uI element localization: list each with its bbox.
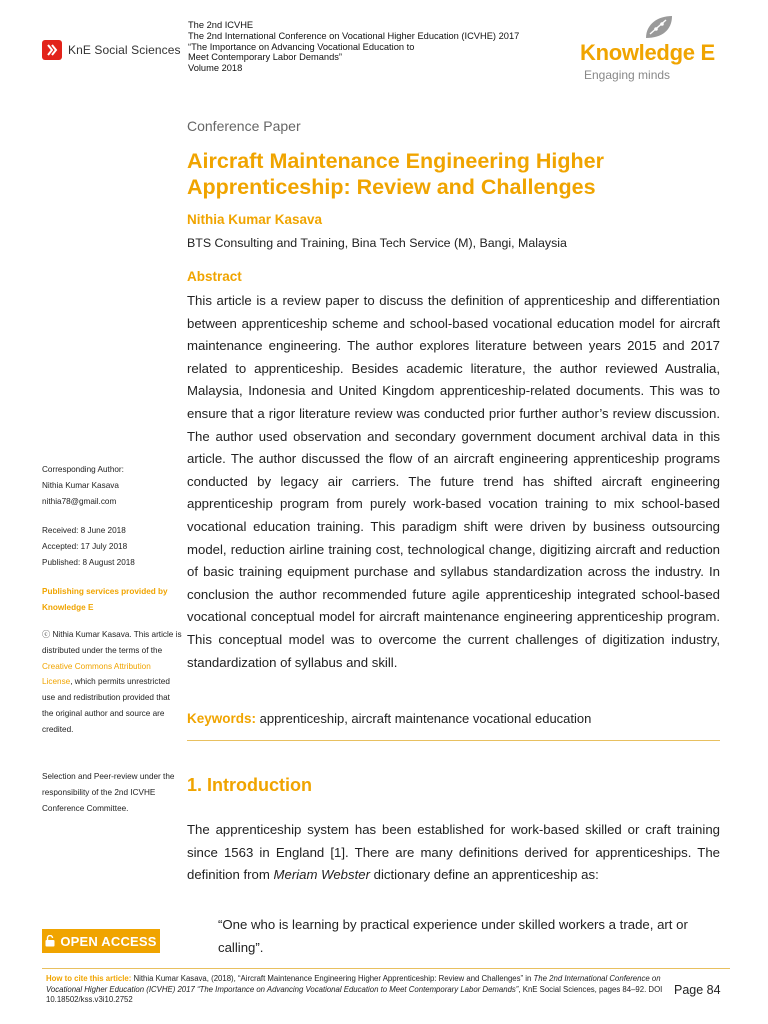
author-affiliation: BTS Consulting and Training, Bina Tech Service (M), Bangi, Malaysia xyxy=(187,236,567,250)
leaf-icon xyxy=(642,14,674,40)
conference-line: “The Importance on Advancing Vocational Education to xyxy=(188,41,415,52)
paper-title: Aircraft Maintenance Engineering Higher Apprenticeship: Review and Challenges xyxy=(187,149,604,199)
published-date: Published: 8 August 2018 xyxy=(42,557,135,567)
kne-logo-icon xyxy=(42,40,62,60)
conference-line: The 2nd ICVHE xyxy=(188,20,254,30)
intro-text: The apprenticeship system has been established for work-based skilled or craft training since 1563 in England [1]. There are many definitions derived for apprenticeships. The definition from xyxy=(187,822,720,883)
section-heading-introduction: 1. Introduction xyxy=(187,775,312,795)
intro-text-end: dictionary define an apprenticeship as: xyxy=(370,867,599,883)
conference-line: Meet Contemporary Labor Demands” xyxy=(188,52,342,63)
open-access-label: OPEN ACCESS xyxy=(60,933,157,949)
received-date: Received: 8 June 2018 xyxy=(42,526,126,535)
citation-proceedings: The 2nd International Conference on Vocational Higher Education (ICVHE) 2017 “The Importance on Advancing Vocational Education to Meet Contemporary Labor Demands” xyxy=(46,974,661,994)
conference-line: The 2nd International Conference on Vocational Higher Education (ICVHE) 2017 xyxy=(188,30,520,41)
peer-review-notice: Selection and Peer-review under the responsibility of the 2nd ICVHE Conference Committee. xyxy=(42,772,175,813)
abstract-text: This article is a review paper to discuss the definition of apprenticeship and differentiation between apprenticeship scheme and school-based vocational education model for aircraft maintenance engineering. The author explores literature between years 2015 and 2017 related to apprenticeship. Besides academic literature, the author reviewed Australia, Malaysia, Indonesia and United Kingdom apprenticeship-related documents. This was to ensure that a rigor literature review was conducted prior further author’s review discussion. The author used observation and secondary government document archival data in this article. The author discussed the flow of an aircraft engineering apprenticeship programs conducted by legacy air carriers. The future trend has shifted aircraft engineering apprenticeship program from purely work-based vocation training to mix school-based vocational education training. This paradigm shift were driven by business outsourcing model, reduction airline training cost, technological change, digitizing aircraft and reduction of basic training equipment purchase and syllabus standardization across the industry. In conclusion the author recommended future agile apprenticeship integrated school-based vocational conceptual model for aircraft maintenance engineering apprenticeship program. This conceptual model was to overcome the current challenges of digitization industry, standardization of syllabus and skill. xyxy=(187,293,720,670)
corresponding-author-label: Corresponding Author: xyxy=(42,465,124,474)
citation xyxy=(46,974,664,1006)
lock-open-icon xyxy=(45,935,55,947)
intro-italic-source: Meriam Webster xyxy=(273,867,370,883)
citation-end: , KnE Social Sciences, pages 84–92. DOI 10.18502/kss.v3i10.2752 xyxy=(46,984,663,1005)
publisher-name: KnE Social Sciences xyxy=(68,43,181,57)
corresponding-author-name: Nithia Kumar Kasava xyxy=(42,480,119,490)
author-name: Nithia Kumar Kasava xyxy=(187,212,323,227)
paper-type: Conference Paper xyxy=(187,118,301,134)
knowledge-e-logo xyxy=(580,14,720,84)
license-text-end: , which permits unrestricted use and redistribution provided that the original author and source are credited. xyxy=(42,677,170,734)
kne-social-sciences-logo xyxy=(42,40,181,60)
keywords xyxy=(187,711,591,726)
abstract-heading: Abstract xyxy=(187,269,242,284)
definition-quote: “One who is learning by practical experience under skilled workers a trade, art or calling”. xyxy=(218,917,688,955)
corresponding-author xyxy=(42,462,182,509)
conference-info xyxy=(188,20,519,74)
license-text: ⓒ Nithia Kumar Kasava. This article is distributed under the terms of the xyxy=(42,630,182,655)
introduction-paragraph xyxy=(187,819,720,887)
publishing-services: Publishing services provided by Knowledge E xyxy=(42,587,168,612)
page-number: Page 84 xyxy=(674,983,721,997)
open-access-badge xyxy=(42,929,160,953)
publication-dates xyxy=(42,523,182,570)
license-notice xyxy=(42,627,182,738)
brand-name: Knowledge E xyxy=(580,40,715,65)
keywords-label: Keywords: xyxy=(187,711,257,726)
footer-divider xyxy=(42,968,730,969)
divider xyxy=(187,740,720,741)
keywords-list: apprenticeship, aircraft maintenance vocational education xyxy=(259,711,592,726)
license-link[interactable]: Creative Commons Attribution License xyxy=(42,661,151,687)
citation-text: Nithia Kumar Kasava, (2018), “Aircraft Maintenance Engineering Higher Apprenticeship: Review and Challenges” in xyxy=(131,974,534,983)
brand-tagline: Engaging minds xyxy=(584,68,671,82)
citation-label: How to cite this article: xyxy=(46,974,132,983)
corresponding-author-email[interactable]: nithia78@gmail.com xyxy=(42,496,117,506)
accepted-date: Accepted: 17 July 2018 xyxy=(42,541,128,551)
conference-line: Volume 2018 xyxy=(188,63,243,74)
